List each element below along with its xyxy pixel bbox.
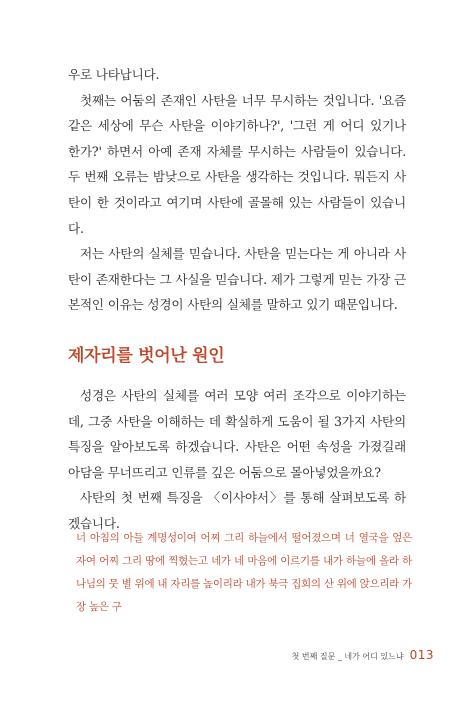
paragraph: 첫째는 어둠의 존재인 사탄을 너무 무시하는 것입니다. '요즘 같은 세상에 무슨 사탄을 이야기하나?', '그런 게 어디 있기나 한가?' 하면서 아예 존재 자체를 무시하는 사람들이 있습니다. 두 번째 오류는 밤낮으로 사탄을 생각하는 것입니다. 뭐든지 사탄이 한 것이라고 여기며 사탄에 골몰해 있는 사람들이 있습니다. xyxy=(68,92,406,236)
body-text-bottom xyxy=(68,383,406,537)
paragraph: 저는 사탄의 실체를 믿습니다. 사탄을 믿는다는 게 아니라 사탄이 존재한다는 그 사실을 믿습니다. 제가 그렇게 믿는 가장 근본적인 이유는 성경이 사탄의 실체를 말하고 있기 때문입니다. xyxy=(68,246,406,313)
page-footer xyxy=(292,648,434,662)
running-footer-chapter: 첫 번째 질문 _ 네가 어디 있느냐 xyxy=(291,652,404,661)
scripture-quote: 너 아침의 아들 계명성이여 어찌 그리 하늘에서 떨어졌으며 너 열국을 엎은 자여 어찌 그리 땅에 찍혔는고 네가 네 마음에 이르기를 내가 하늘에 올라 하나님의 뭇 별 위에 내 자리를 높이리라 내가 북극 집회의 산 위에 앉으리라 가장 높은 구 xyxy=(76,532,412,613)
body-text-top xyxy=(68,62,406,318)
paragraph: 성경은 사탄의 실체를 여러 모양 여러 조각으로 이야기하는데, 그중 사탄을 이해하는 데 확실하게 도움이 될 3가지 사탄의 특징을 알아보도록 하겠습니다. 사탄은 어떤 속성을 가졌길래 아담을 무너뜨리고 인류를 깊은 어둠으로 몰아넣었을까요? xyxy=(68,388,406,480)
paragraph: 우로 나타납니다. xyxy=(68,67,160,82)
paragraph: 사탄의 첫 번째 특징을 〈이사야서〉를 통해 살펴보도록 하겠습니다. xyxy=(68,490,406,531)
page-number: 013 xyxy=(409,648,434,662)
section-heading: 제자리를 벗어난 원인 xyxy=(68,346,225,366)
